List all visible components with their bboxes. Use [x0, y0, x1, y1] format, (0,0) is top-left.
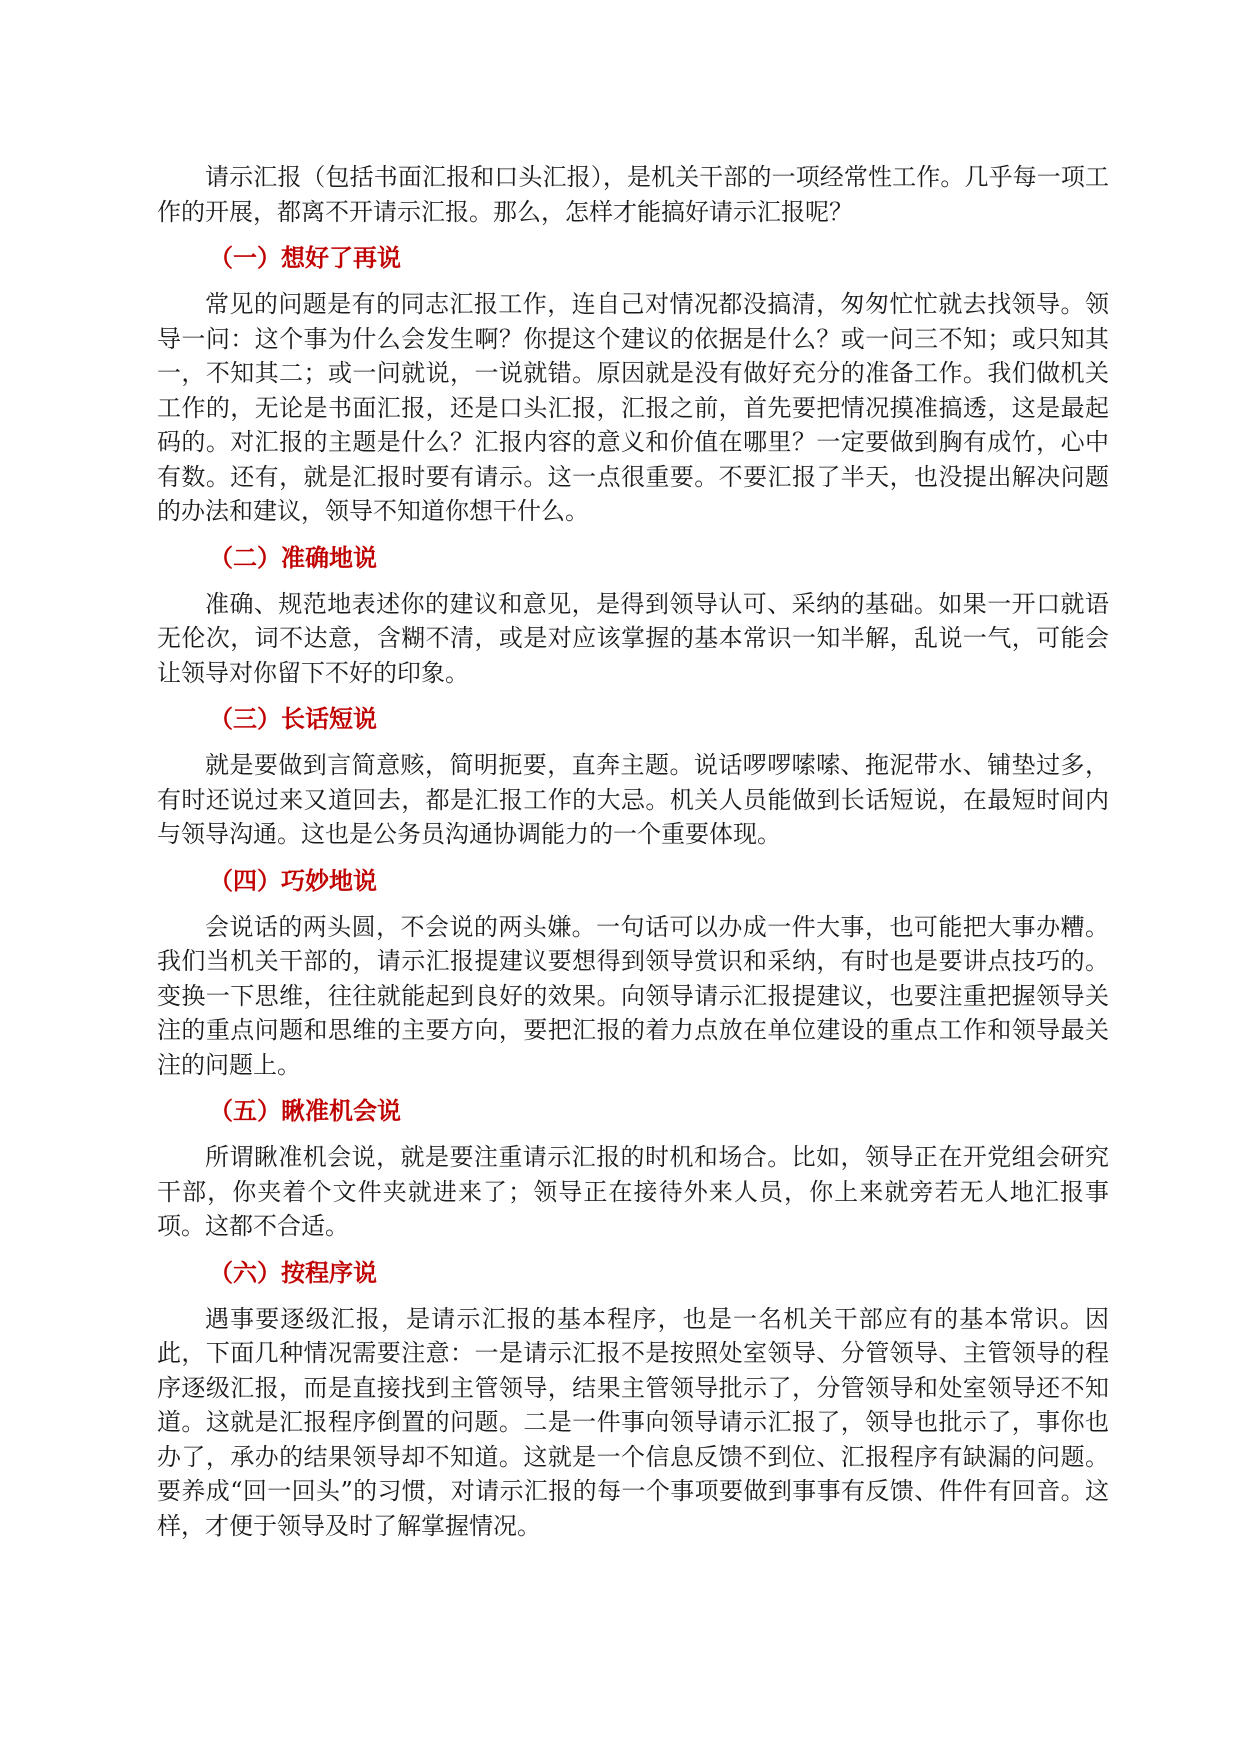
section-paragraph-3: 就是要做到言简意赅，简明扼要，直奔主题。说话啰啰嗦嗦、拖泥带水、铺垫过多，有时还说过来又道回去，都是汇报工作的大忌。机关人员能做到长话短说，在最短时间内与领导沟通。这也是公务员沟通协调能力的一个重要体现。 [157, 751, 1109, 848]
section-paragraph-5: 所谓瞅准机会说，就是要注重请示汇报的时机和场合。比如，领导正在开党组会研究干部，你夹着个文件夹就进来了；领导正在接待外来人员，你上来就旁若无人地汇报事项。这都不合适。 [157, 1143, 1109, 1240]
section-paragraph-2: 准确、规范地表述你的建议和意见，是得到领导认可、采纳的基础。如果一开口就语无伦次，词不达意，含糊不清，或是对应该掌握的基本常识一知半解，乱说一气，可能会让领导对你留下不好的印象。 [157, 589, 1109, 687]
section-heading-2: （二）准确地说 [209, 543, 377, 572]
section-heading-1: （一）想好了再说 [209, 244, 401, 272]
section-heading-5: （五）瞅准机会说 [209, 1097, 401, 1125]
section-paragraph-4: 会说话的两头圆，不会说的两头嫌。一句话可以办成一件大事，也可能把大事办糟。我们当机关干部的，请示汇报提建议要想得到领导赏识和采纳，有时也是要讲点技巧的。变换一下思维，往往就能起到良好的效果。向领导请示汇报提建议，也要注重把握领导关注的重点问题和思维的主要方向，要把汇报的着力点放在单位建设的重点工作和领导最关注的问题上。 [157, 912, 1109, 1079]
document-body [157, 160, 1109, 1543]
section-heading-4: （四）巧妙地说 [209, 866, 377, 895]
section-paragraph-6: 遇事要逐级汇报，是请示汇报的基本程序，也是一名机关干部应有的基本常识。因此，下面几种情况需要注意：一是请示汇报不是按照处室领导、分管领导、主管领导的程序逐级汇报，而是直接找到主管领导，结果主管领导批示了，分管领导和处室领导还不知道。这就是汇报程序倒置的问题。二是一件事向领导请示汇报了，领导也批示了，事你也办了，承办的结果领导却不知道。这就是一个信息反馈不到位、汇报程序有缺漏的问题。要养成“回一回头”的习惯，对请示汇报的每一个事项要做到事事有反馈、件件有回音。这样，才便于领导及时了解掌握情况。 [157, 1304, 1109, 1540]
section-heading-3: （三）长话短说 [209, 705, 377, 733]
section-heading-6: （六）按程序说 [209, 1258, 377, 1287]
section-paragraph-1: 常见的问题是有的同志汇报工作，连自己对情况都没搞清，匆匆忙忙就去找领导。领导一问：这个事为什么会发生啊？你提这个建议的依据是什么？或一问三不知；或只知其一，不知其二；或一问就说，一说就错。原因就是没有做好充分的准备工作。我们做机关工作的，无论是书面汇报，还是口头汇报，汇报之前，首先要把情况摸准搞透，这是最起码的。对汇报的主题是什么？汇报内容的意义和价值在哪里？一定要做到胸有成竹，心中有数。还有，就是汇报时要有请示。这一点很重要。不要汇报了半天，也没提出解决问题的办法和建议，领导不知道你想干什么。 [157, 290, 1109, 525]
intro-paragraph: 请示汇报（包括书面汇报和口头汇报），是机关干部的一项经常性工作。几乎每一项工作的开展，都离不开请示汇报。那么，怎样才能搞好请示汇报呢？ [157, 163, 1109, 226]
